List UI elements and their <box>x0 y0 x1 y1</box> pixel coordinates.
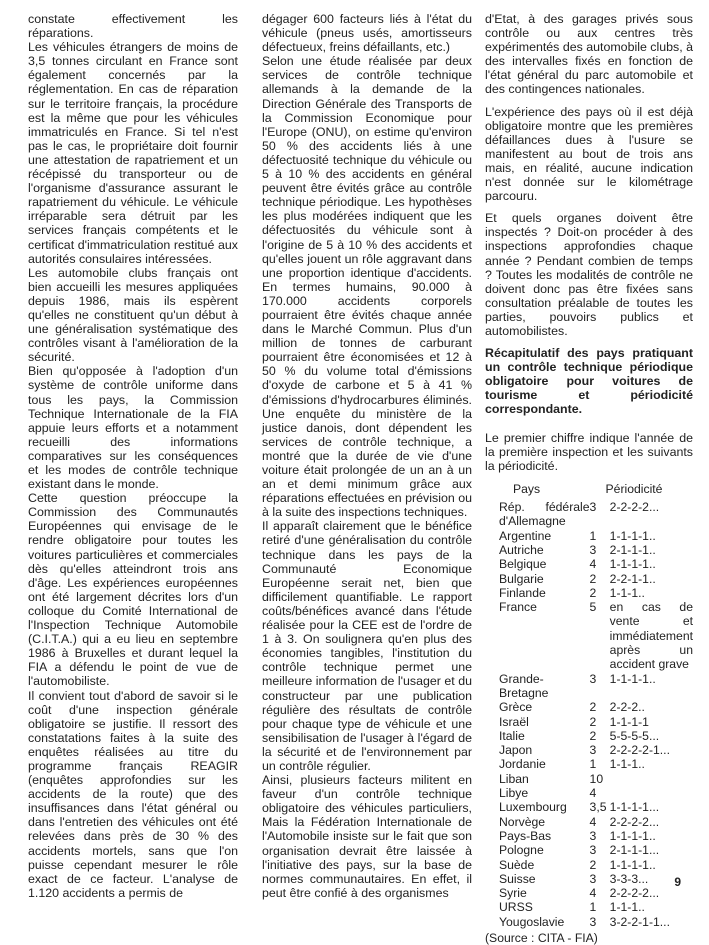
paragraph: Les véhicules étrangers de moins de 3,5 tonnes circulant en France sont également concernés par la réglementation. En cas de réparation sur le territoire français, la procédure est la même que pour les véhicules immatriculés en France. Si tel n'est pas le cas, le propriétaire doit fournir une attestation de rapatriement et un récépissé du transporteur ou de l'organisme d'assurance assurant le rapatriement du véhicule. Le véhicule irréparable sera détruit par les services français compétents et le certificat d'immatriculation restitué aux autorités consulaires intéressées. <box>28 40 238 266</box>
periodicity-cell: 5-5-5-5... <box>609 728 660 743</box>
first-inspection-cell: 3 <box>589 500 597 515</box>
paragraph: dégager 600 facteurs liés à l'état du véhicule (pneus usés, amortisseurs défectueux, freins défaillants, etc.) <box>262 12 472 55</box>
country-cell: Libye <box>499 786 529 801</box>
table-row <box>499 500 693 529</box>
periodicity-cell: 2-2-2-2... <box>609 814 660 829</box>
table-row <box>499 829 693 843</box>
periodicity-cell: 2-2-1-1.. <box>609 571 656 586</box>
country-cell: Yougoslavie <box>499 914 565 929</box>
first-inspection-cell: 3,5 <box>589 800 607 815</box>
source-note: (Source : CITA - FIA) <box>485 931 598 945</box>
country-cell: Pologne <box>499 843 544 858</box>
country-cell: Liban <box>499 771 529 786</box>
periodicity-cell: 2-2-2-2-1... <box>609 743 670 758</box>
periodicity-cell: 1-1-1-1.. <box>609 528 656 543</box>
first-inspection-cell: 5 <box>589 600 597 615</box>
periodicity-cell: 2-1-1-1.. <box>609 543 656 557</box>
table-row <box>499 915 693 929</box>
table-row <box>499 800 693 814</box>
first-inspection-cell: 3 <box>589 743 597 758</box>
periodicity-cell: 1-1-1-1 <box>609 714 649 729</box>
first-inspection-cell: 2 <box>589 700 597 715</box>
first-inspection-cell: 1 <box>589 528 597 543</box>
table-row <box>499 900 693 914</box>
paragraph: constate effectivement les réparations. <box>28 12 238 41</box>
periodicity-cell: 1-1-1-1.. <box>609 857 656 872</box>
periodicity-cell: 2-2-2-2... <box>609 500 660 515</box>
periodicity-cell <box>610 786 693 800</box>
table-row <box>499 529 693 543</box>
first-inspection-cell: 3 <box>589 871 597 886</box>
country-cell: Italie <box>499 728 525 743</box>
country-cell: Finlande <box>499 585 546 600</box>
table-row <box>499 757 693 771</box>
table-row <box>499 700 693 714</box>
periodicity-cell: 2-2-2.. <box>609 700 645 715</box>
country-cell: Jordanie <box>499 757 546 772</box>
country-cell: Belgique <box>499 557 547 572</box>
periodicity-cell: 1-1-1-1.. <box>609 557 656 572</box>
table-row <box>499 872 693 886</box>
paragraph: Bien qu'opposée à l'adoption d'un système de contrôle uniforme dans tous les pays, la Commission Technique Internationale de la FIA appuie leurs efforts et a notamment recueilli des informations comparatives sur les conséquences et les modes de contrôle technique existant dans le monde. <box>28 364 238 492</box>
country-cell: Pays-Bas <box>499 828 552 843</box>
first-inspection-cell: 1 <box>589 900 597 915</box>
country-cell: Norvège <box>499 814 546 829</box>
first-inspection-cell: 3 <box>589 914 597 929</box>
country-cell: URSS <box>499 900 533 915</box>
first-inspection-cell: 2 <box>589 571 597 586</box>
periodicity-cell: 1-1-1.. <box>609 900 645 915</box>
paragraph: Cette question préoccupe la Commission des Communautés Européennes qui envisage de le rendre obligatoire pour toutes les voitures particulières et commerciales dès qu'elles atteindront trois ans d'âge. Les expériences européennes ont été largement décrites lors d'un colloque du Comité International de l'Inspection Technique Automobile (C.I.T.A.) qui a eu lieu en septembre 1986 à Bruxelles et durant lequel la FIA a défendu le point de vue de l'automobiliste. <box>28 491 238 689</box>
first-inspection-cell: 4 <box>589 814 597 829</box>
table-row <box>499 743 693 757</box>
periodicity-cell: en cas de vente et immédiatement après un accident grave <box>609 600 693 672</box>
first-inspection-cell: 3 <box>589 671 597 686</box>
country-cell: Grande-Bretagne <box>499 671 549 700</box>
header-period: Périodicité <box>605 481 663 496</box>
country-cell: Syrie <box>499 886 527 901</box>
periodicity-table <box>499 481 693 929</box>
table-row <box>499 672 693 701</box>
periodicity-cell: 1-1-1-1.. <box>609 828 656 843</box>
table-row <box>499 600 693 671</box>
paragraph: Les automobile clubs français ont bien accueilli les mesures appliquées depuis 1986, mais ils espèrent qu'elles ne constituent qu'un début à une généralisation systématique des contrôles visant à l'amélioration de la sécurité. <box>28 265 238 365</box>
paragraph: L'expérience des pays où il est déjà obligatoire montre que les premières défaillances dues à l'usure se manifestent au bout de trois ans mais, en réalité, aucune indication n'est donnée sur le kilométrage parcouru. <box>485 104 693 204</box>
table-row <box>499 572 693 586</box>
table-row <box>499 843 693 857</box>
table-row <box>499 786 693 800</box>
paragraph: d'Etat, à des garages privés sous contrôle ou aux centres très expérimentés des automobile clubs, à des intervalles fixés en fonction de l'état général du parc automobile et des contingences nationales. <box>485 12 694 97</box>
table-row <box>499 886 693 900</box>
first-inspection-cell: 2 <box>589 585 597 600</box>
table-row <box>499 557 693 571</box>
first-inspection-cell: 10 <box>589 771 604 786</box>
first-inspection-cell: 4 <box>589 786 597 801</box>
first-inspection-cell: 2 <box>589 857 597 872</box>
first-inspection-cell: 1 <box>589 757 597 772</box>
table-row <box>499 815 693 829</box>
first-inspection-cell: 3 <box>589 543 597 557</box>
text-column-3 <box>485 12 693 945</box>
first-inspection-cell: 4 <box>589 557 597 572</box>
first-inspection-cell: 3 <box>589 843 597 858</box>
first-inspection-cell: 4 <box>589 886 597 901</box>
country-cell: Luxembourg <box>499 800 567 815</box>
periodicity-cell <box>610 772 693 786</box>
text-column-2 <box>262 12 472 900</box>
table-row <box>499 586 693 600</box>
table-row <box>499 858 693 872</box>
paragraph: Selon une étude réalisée par deux services de contrôle technique allemands à la demande de la Direction Générale des Transports de la Commission Economique pour l'Europe (ONU), on estime qu'environ 50 % des accidents liés à une défectuosité technique du véhicule ou 5 à 10 % des accidents en général peuvent être évités grâce au contrôle technique périodique. Les hypothèses les plus modérées indiquent que les défectuosités du véhicule sont à l'origine de 5 à 10 % des accidents et qu'elles jouent un rôle aggravant dans une proportion identique d'accidents. En termes humains, 90.000 à 170.000 accidents corporels pourraient être évités chaque année dans le Marché Commun. Plus d'un million de tonnes de carburant pourraient être économisées et 12 à 50 % du volume total d'émissions d'oxyde de carbone et 5 à 41 % d'émissions d'hydrocarbures éliminés. Une enquête du ministère de la justice danois, dont dépendent les services de contrôle technique, a montré que la durée de vie d'une voiture était prolongée de un an à un an et demi minimum grâce aux réparations effectuées en prévision ou à la suite des inspections techniques. <box>262 54 472 520</box>
paragraph: Et quels organes doivent être inspectés ? Doit-on procéder à des inspections approfondies chaque année ? Pendant combien de temps ? Toutes les modalités de contrôle ne doivent donc pas être fixées sans consultation préalable de toutes les parties, pouvoirs publics et automobilistes. <box>485 211 693 338</box>
recap-intro: Le premier chiffre indique l'année de la première inspection et les suivants la périodicité. <box>485 430 693 473</box>
first-inspection-cell: 3 <box>589 828 597 843</box>
first-inspection-cell: 2 <box>589 728 597 743</box>
paragraph: Il convient tout d'abord de savoir si le coût d'une inspection générale obligatoire se justifie. Il ressort des constatations faites à la suite des enquêtes réalisées au titre du programme français REAGIR (enquêtes approfondies sur les accidents de la route) que des insuffisances dans l'état général ou dans l'entretien des véhicules ont été relevées dans près de 30 % des accidents mortels, sans que l'on puisse cependant mesurer le rôle exact de ce facteur. L'analyse de 1.120 accidents a permis de <box>28 688 238 900</box>
country-cell: Grèce <box>499 700 533 715</box>
country-cell: Japon <box>499 743 533 758</box>
table-row <box>499 729 693 743</box>
periodicity-cell: 3-2-2-1-1... <box>609 914 670 929</box>
periodicity-cell: 1-1-1.. <box>609 757 645 772</box>
paragraph: Ainsi, plusieurs facteurs militent en faveur d'un contrôle technique obligatoire des véhicules particuliers, Mais la Fédération Internationale de l'Automobile insiste sur le fait que son organisation devrait être laissée à l'initiative des pays, sur la base de normes communautaires. En effet, il peut être confié à des organismes <box>262 773 472 900</box>
country-cell: Suisse <box>499 871 536 886</box>
table-header-row <box>499 481 693 500</box>
header-country: Pays <box>513 481 541 496</box>
first-inspection-cell: 2 <box>589 714 597 729</box>
table-row <box>499 715 693 729</box>
periodicity-cell: 1-1-1-1.. <box>609 671 656 686</box>
country-cell: Suède <box>499 857 535 872</box>
periodicity-cell: 2-1-1-1... <box>609 843 660 858</box>
text-column-1 <box>28 12 238 900</box>
table-row <box>499 543 693 557</box>
country-cell: Bulgarie <box>499 571 544 586</box>
page-number: 9 <box>674 875 681 889</box>
periodicity-cell: 1-1-1-1... <box>609 800 660 815</box>
table-row <box>499 772 693 786</box>
periodicity-cell: 2-2-2-2... <box>609 886 660 901</box>
country-cell: Autriche <box>499 543 544 557</box>
country-cell: Argentine <box>499 528 552 543</box>
table-body <box>499 500 693 929</box>
country-cell: France <box>499 600 537 615</box>
periodicity-cell: 1-1-1.. <box>609 585 645 600</box>
country-cell: Rép. fédérale d'Allemagne <box>499 500 590 529</box>
country-cell: Israël <box>499 714 529 729</box>
periodicity-cell: 3-3-3... <box>609 871 649 886</box>
recap-title: Récapitulatif des pays pratiquant un contrôle technique périodique obligatoire pour voitures de tourisme et périodicité correspondante. <box>485 346 693 417</box>
paragraph: Il apparaît clairement que le bénéfice retiré d'une généralisation du contrôle technique dans les pays de la Communauté Economique Européenne serait net, bien que difficilement quantifiable. Le rapport coûts/bénéfices avancé dans l'étude réalisée pour la CEE est de l'ordre de 1 à 3. On soulignera qu'en plus des économies tangibles, l'institution du contrôle technique permet une meilleure information de l'usager et du constructeur par une publication régulière des résultats de contrôle pour chaque type de véhicule et une sensibilisation de l'usager à l'égard de la sécurité et de l'environnement par un contrôle régulier. <box>262 519 472 773</box>
